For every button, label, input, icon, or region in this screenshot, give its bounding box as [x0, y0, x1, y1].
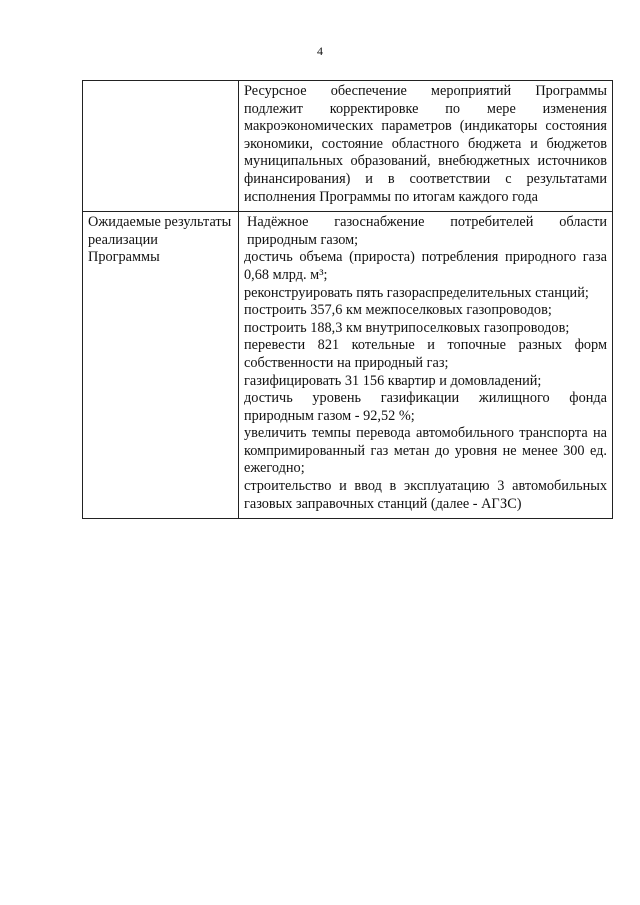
program-table [82, 80, 613, 519]
result-item: построить 357,6 км межпоселковых газопроводов; [244, 302, 552, 319]
result-item: построить 188,3 км внутрипоселковых газопроводов; [244, 319, 570, 336]
page-number: 4 [317, 44, 323, 58]
result-item: перевести 821 котельные и топочные разных форм собственности на природный газ; [244, 337, 607, 371]
result-item: достичь уровень газификации жилищного фонда природным газом - 92,52 %; [244, 390, 607, 424]
expected-results-label: Ожидаемые результаты реализации Программы [83, 212, 239, 519]
expected-results-list [239, 212, 613, 519]
row-label [83, 81, 239, 212]
result-item: строительство и ввод в эксплуатацию 3 автомобильных газовых заправочных станций (далее - АГЗС) [244, 478, 607, 512]
result-item: газифицировать 31 156 квартир и домовладений; [244, 372, 542, 389]
result-item: увеличить темпы перевода автомобильного транспорта на компримированный газ метан до уровня не менее 300 ед. ежегодно; [244, 425, 607, 477]
table-row [83, 212, 613, 519]
table-row [83, 81, 613, 212]
result-item: реконструировать пять газораспределительных станций; [244, 284, 589, 301]
result-item: достичь объема (прироста) потребления природного газа 0,68 млрд. м³; [244, 249, 607, 283]
paragraph: Ресурсное обеспечение мероприятий Программы подлежит корректировке по мере изменения макроэкономических параметров (индикаторы состояния экономики, состояние областного бюджета и бюджетов муниципальных образований, внебюджетных источников финансирования) и в соответствии с результатами исполнения Программы по итогам каждого года [244, 83, 607, 205]
result-item: Надёжное газоснабжение потребителей области природным газом; [247, 214, 607, 248]
resource-provision-text [239, 81, 613, 212]
